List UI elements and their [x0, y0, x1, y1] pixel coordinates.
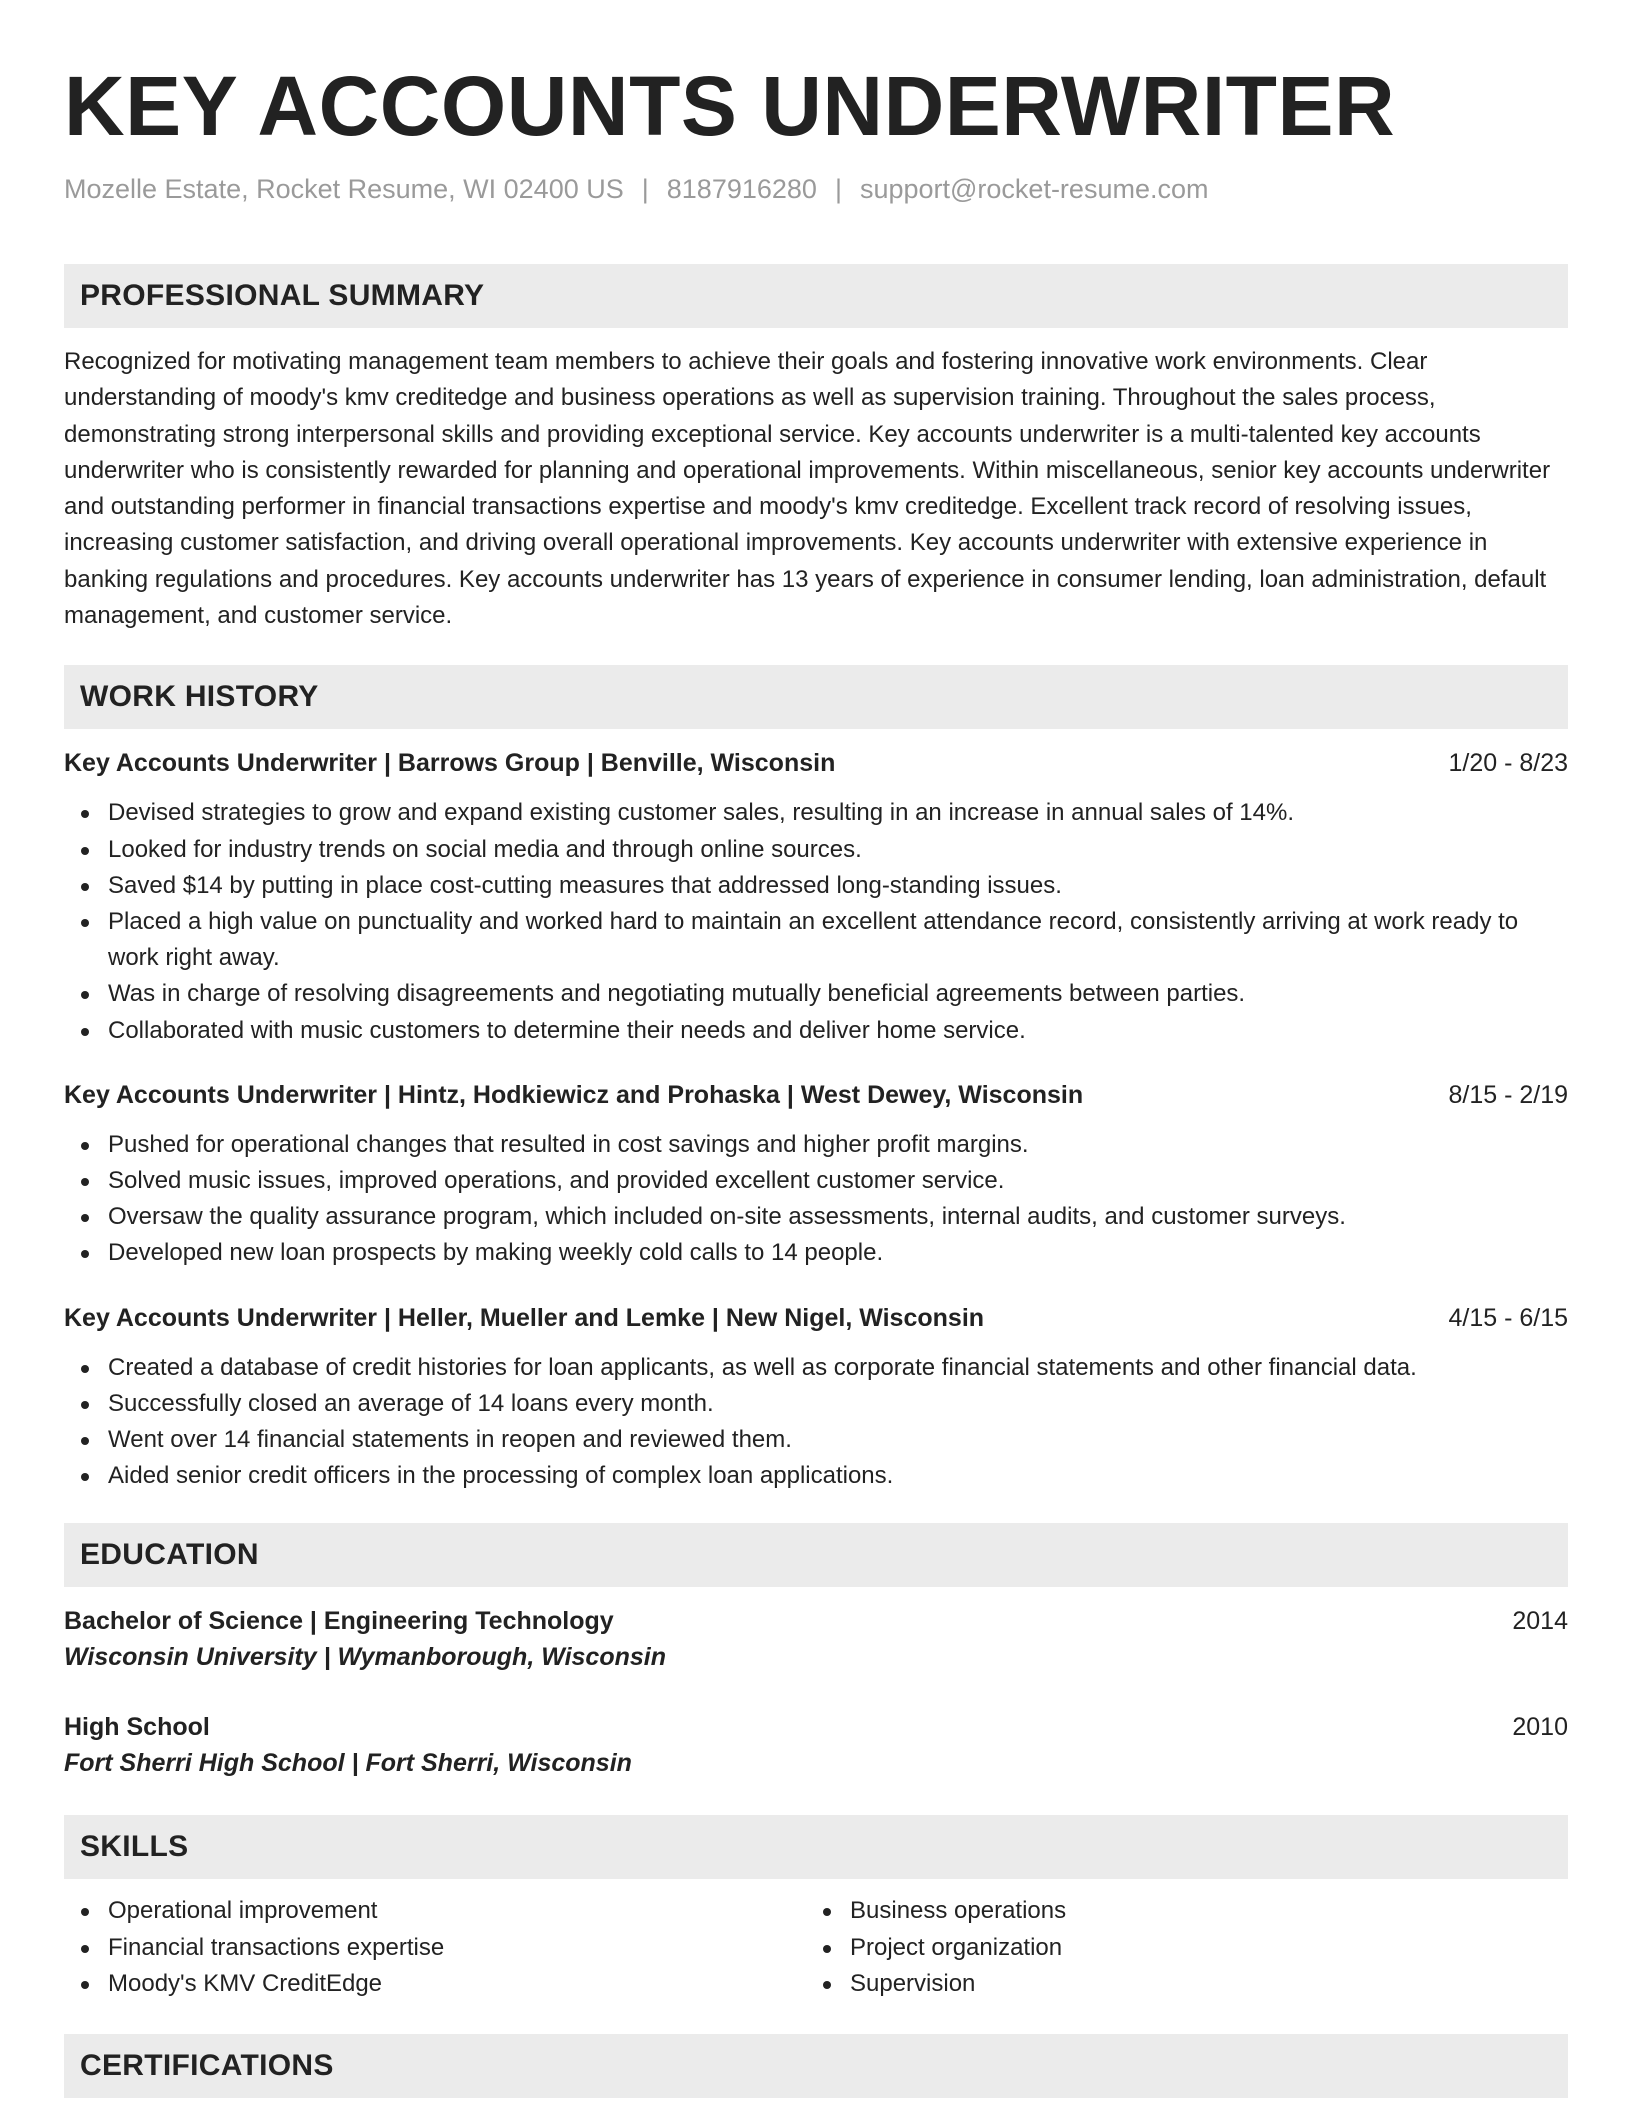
list-item: Aided senior credit officers in the processing of complex loan applications. — [64, 1458, 1568, 1494]
certifications-heading: CERTIFICATIONS — [64, 2034, 1568, 2098]
list-item: Business operations — [806, 1893, 1548, 1929]
job-header — [64, 1077, 1568, 1113]
candidate-name: KEY ACCOUNTS UNDERWRITER — [64, 59, 1396, 153]
list-item: Oversaw the quality assurance program, which included on-site assessments, internal audits, and customer surveys. — [64, 1199, 1568, 1235]
list-item: Project organization — [806, 1930, 1548, 1966]
contact-line — [64, 174, 1568, 210]
list-item: Financial transactions expertise — [64, 1930, 806, 1966]
summary-text: Recognized for motivating management team members to achieve their goals and fostering innovative work environments. Clear understanding of moody's kmv creditedge and business operations as well as supervision training. Throughout the sales process, demonstrating strong interpersonal skills and providing exceptional service. Key accounts underwriter is a multi-talented key accounts underwriter who is consistently rewarded for planning and operational improvements. Within miscellaneous, senior key accounts underwriter and outstanding performer in financial transactions expertise and moody's kmv creditedge. Excellent track record of resolving issues, increasing customer satisfaction, and driving overall operational improvements. Key accounts underwriter with extensive experience in banking regulations and procedures. Key accounts underwriter has 13 years of experience in consumer lending, loan administration, default management, and customer service. — [64, 348, 1551, 630]
education-entry — [64, 1603, 1568, 1679]
education-school: Wisconsin University | Wymanborough, Wisconsin — [64, 1643, 667, 1672]
skills-list-left — [64, 1893, 806, 2002]
list-item: Successfully closed an average of 14 loans every month. — [64, 1386, 1568, 1422]
education-degree: High School — [64, 1713, 210, 1742]
job-title: Key Accounts Underwriter | Barrows Group | Benville, Wisconsin — [64, 749, 836, 778]
summary-heading: PROFESSIONAL SUMMARY — [64, 264, 1568, 328]
job-dates: 1/20 - 8/23 — [1448, 749, 1568, 778]
education-header — [64, 1709, 1568, 1745]
list-item: Operational improvement — [64, 1893, 806, 1929]
list-item: Collaborated with music customers to determine their needs and deliver home service. — [64, 1013, 1568, 1049]
list-item: Went over 14 financial statements in reopen and reviewed them. — [64, 1422, 1568, 1458]
skills-columns — [64, 1893, 1568, 2002]
contact-phone: 8187916280 — [666, 174, 817, 204]
job-bullets — [64, 1350, 1568, 1495]
work-history-heading: WORK HISTORY — [64, 665, 1568, 729]
list-item: Devised strategies to grow and expand existing customer sales, resulting in an increase in annual sales of 14%. — [64, 795, 1568, 831]
job-bullets — [64, 1127, 1568, 1272]
skills-heading: SKILLS — [64, 1815, 1568, 1879]
resume-page — [64, 0, 1568, 2098]
education-school: Fort Sherri High School | Fort Sherri, Wisconsin — [64, 1749, 632, 1778]
job-bullets — [64, 795, 1568, 1048]
contact-separator: | — [641, 174, 649, 204]
job-entry — [64, 1300, 1568, 1495]
contact-address: Mozelle Estate, Rocket Resume, WI 02400 US — [64, 174, 624, 204]
list-item: Placed a high value on punctuality and worked hard to maintain an excellent attendance record, consistently arriving at work ready to work right away. — [64, 904, 1568, 976]
list-item: Was in charge of resolving disagreements and negotiating mutually beneficial agreements between parties. — [64, 976, 1568, 1012]
job-header — [64, 745, 1568, 781]
education-entry — [64, 1709, 1568, 1785]
education-year: 2010 — [1512, 1713, 1568, 1742]
list-item: Created a database of credit histories for loan applicants, as well as corporate financial statements and other financial data. — [64, 1350, 1568, 1386]
list-item: Supervision — [806, 1966, 1548, 2002]
job-title: Key Accounts Underwriter | Hintz, Hodkiewicz and Prohaska | West Dewey, Wisconsin — [64, 1080, 1084, 1109]
list-item: Developed new loan prospects by making weekly cold calls to 14 people. — [64, 1235, 1568, 1271]
education-degree: Bachelor of Science | Engineering Technology — [64, 1607, 614, 1636]
job-header — [64, 1300, 1568, 1336]
skills-list-right — [806, 1893, 1548, 2002]
contact-separator: | — [834, 174, 842, 204]
education-header — [64, 1603, 1568, 1639]
education-heading: EDUCATION — [64, 1523, 1568, 1587]
list-item: Looked for industry trends on social media and through online sources. — [64, 832, 1568, 868]
contact-email: support@rocket-resume.com — [859, 174, 1209, 204]
list-item: Solved music issues, improved operations, and provided excellent customer service. — [64, 1163, 1568, 1199]
job-title: Key Accounts Underwriter | Heller, Mueller and Lemke | New Nigel, Wisconsin — [64, 1303, 985, 1332]
list-item: Moody's KMV CreditEdge — [64, 1966, 806, 2002]
job-entry — [64, 1077, 1568, 1272]
job-entry — [64, 745, 1568, 1048]
list-item: Pushed for operational changes that resulted in cost savings and higher profit margins. — [64, 1127, 1568, 1163]
list-item: Saved $14 by putting in place cost-cutting measures that addressed long-standing issues. — [64, 868, 1568, 904]
job-dates: 8/15 - 2/19 — [1448, 1080, 1568, 1109]
education-year: 2014 — [1512, 1607, 1568, 1636]
job-dates: 4/15 - 6/15 — [1448, 1303, 1568, 1332]
